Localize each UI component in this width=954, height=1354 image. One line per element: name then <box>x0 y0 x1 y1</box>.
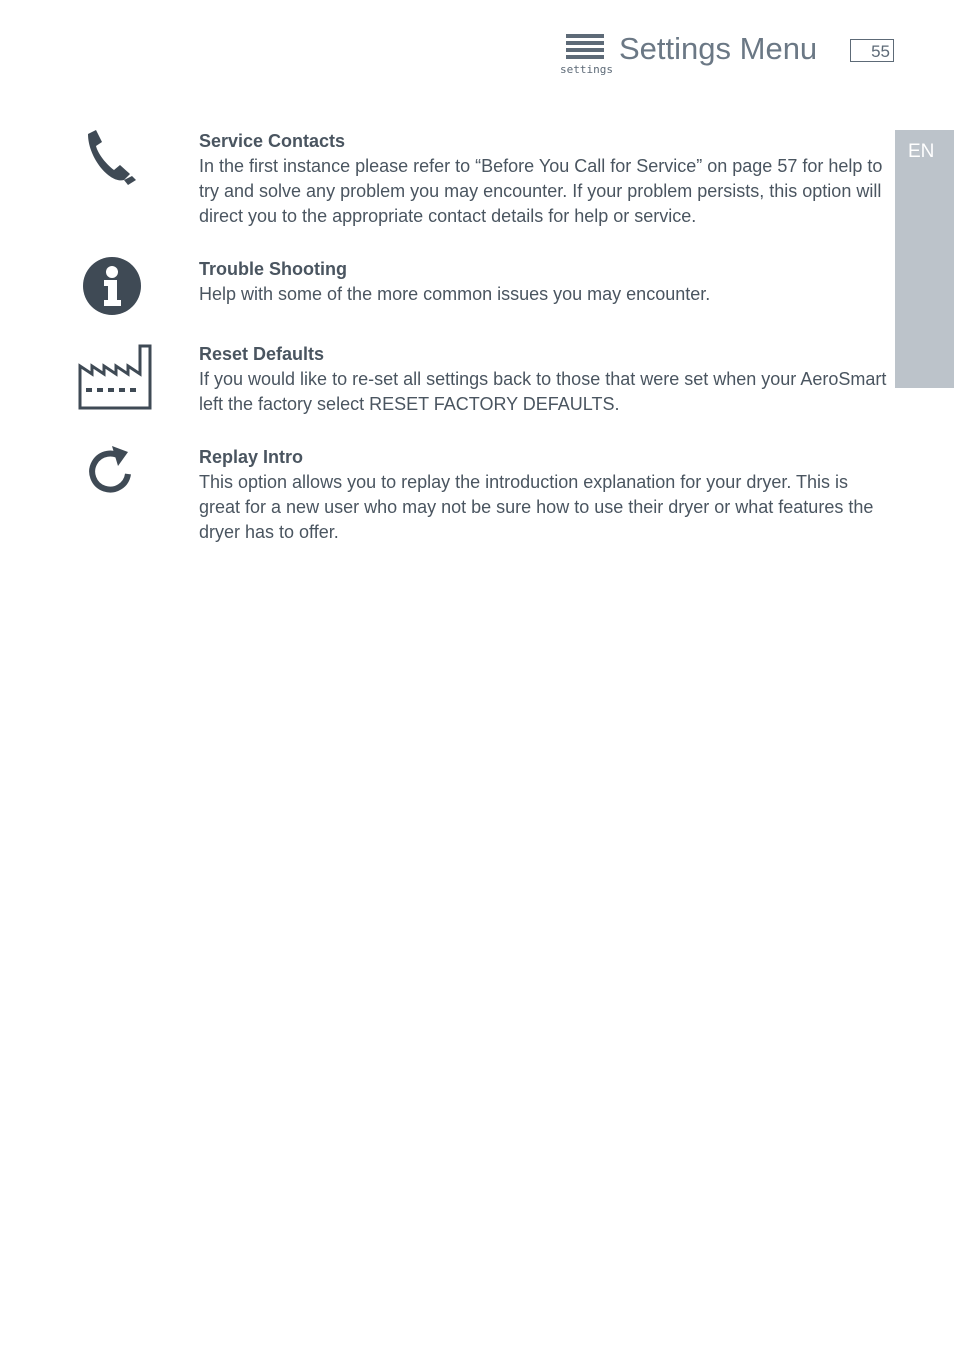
section-title: Reset Defaults <box>199 344 325 364</box>
replay-icon <box>86 442 136 494</box>
section-replay-intro <box>199 445 889 545</box>
page-title: Settings Menu <box>619 31 818 66</box>
language-tab-label: EN <box>908 141 935 162</box>
section-body: This option allows you to replay the introduction explanation for your dryer. This is great for a new user who may not be sure how to use their dryer or what features the dryer has to offer. <box>199 472 874 542</box>
section-title: Service Contacts <box>199 131 346 151</box>
page-number: 55 <box>850 39 894 62</box>
section-body: Help with some of the more common issues you may encounter. <box>199 284 711 304</box>
language-tab <box>895 130 954 388</box>
section-body: In the first instance please refer to “Before You Call for Service” on page 57 for help to try and solve any problem you may encounter. If your problem persists, this option will direct you to the appropriate contact details for help or service. <box>199 156 883 226</box>
section-title: Trouble Shooting <box>199 259 347 279</box>
section-body: If you would like to re-set all settings back to those that were set when your AeroSmart left the factory select RESET FACTORY DEFAULTS. <box>199 369 887 414</box>
phone-icon <box>80 128 144 188</box>
factory-icon <box>78 344 154 412</box>
section-trouble-shooting <box>199 257 889 307</box>
section-service-contacts <box>199 129 889 229</box>
info-icon <box>82 256 142 316</box>
settings-icon <box>558 32 616 80</box>
section-title: Replay Intro <box>199 447 304 467</box>
settings-icon-label: settings <box>560 63 613 76</box>
section-reset-defaults <box>199 342 889 417</box>
